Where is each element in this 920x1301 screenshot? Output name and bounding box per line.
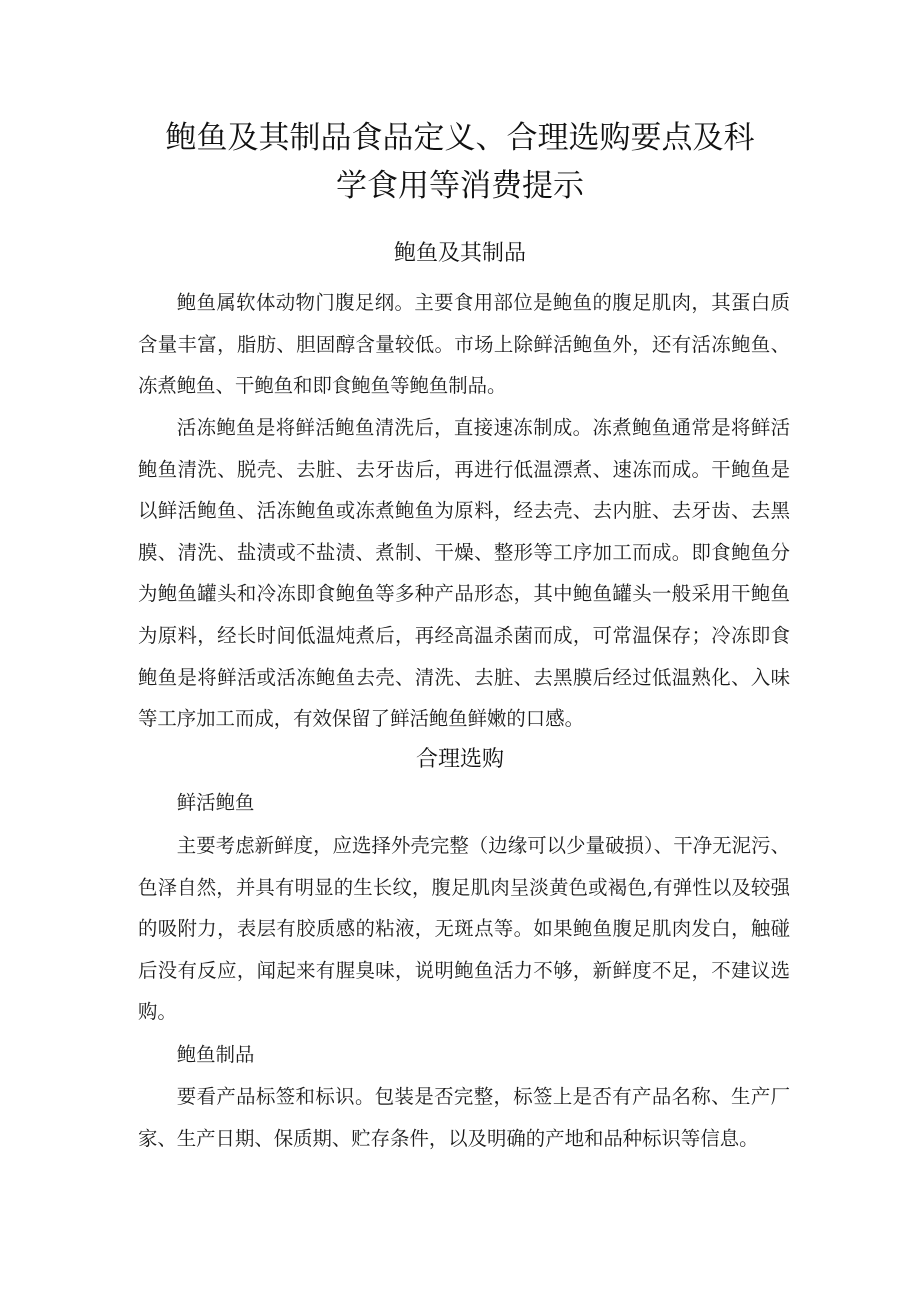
paragraph-abalone-definition: 鲍鱼属软体动物门腹足纲。主要食用部位是鲍鱼的腹足肌肉，其蛋白质含量丰富，脂肪、胆固醇含量较低。市场上除鲜活鲍鱼外，还有活冻鲍鱼、冻煮鲍鱼、干鲍鱼和即食鲍鱼等鲍鱼制品。	[138, 291, 790, 398]
subheading-abalone-products: 鲍鱼制品	[176, 1043, 255, 1066]
section-heading-reasonable-purchase: 合理选购	[415, 747, 504, 772]
paragraph-fresh-abalone-selection: 主要考虑新鲜度，应选择外壳完整（边缘可以少量破损）、干净无泥污、色泽自然，并具有明显的生长纹，腹足肌肉呈淡黄色或褐色,有弹性以及较强的吸附力，表层有胶质感的粘液，无斑点等。如果鲍鱼腹足肌肉发白，触碰后没有反应，闻起来有腥臭味，说明鲍鱼活力不够，新鲜度不足，不建议选购。	[138, 834, 790, 1024]
title-line-1: 鲍鱼及其制品食品定义、合理选购要点及科	[165, 120, 755, 156]
paragraph-abalone-product-types: 活冻鲍鱼是将鲜活鲍鱼清洗后，直接速冻制成。冻煮鲍鱼通常是将鲜活鲍鱼清洗、脱壳、去脏、去牙齿后，再进行低温漂煮、速冻而成。干鲍鱼是以鲜活鲍鱼、活冻鲍鱼或冻煮鲍鱼为原料，经去壳、去内脏、去牙齿、去黑膜、清洗、盐渍或不盐渍、煮制、干燥、整形等工序加工而成。即食鲍鱼分为鲍鱼罐头和冷冻即食鲍鱼等多种产品形态，其中鲍鱼罐头一般采用干鲍鱼为原料，经长时间低温炖煮后，再经高温杀菌而成，可常温保存；冷冻即食鲍鱼是将鲜活或活冻鲍鱼去壳、清洗、去脏、去黑膜后经过低温熟化、入味等工序加工而成，有效保留了鲜活鲍鱼鲜嫩的口感。	[138, 416, 790, 731]
document-title	[90, 114, 830, 210]
subheading-fresh-abalone: 鲜活鲍鱼	[176, 791, 255, 814]
title-line-2: 学食用等消费提示	[336, 168, 584, 204]
paragraph-abalone-products-selection: 要看产品标签和标识。包装是否完整，标签上是否有产品名称、生产厂家、生产日期、保质期、贮存条件，以及明确的产地和品种标识等信息。	[138, 1085, 790, 1150]
section-heading-abalone-products: 鲍鱼及其制品	[393, 241, 526, 266]
